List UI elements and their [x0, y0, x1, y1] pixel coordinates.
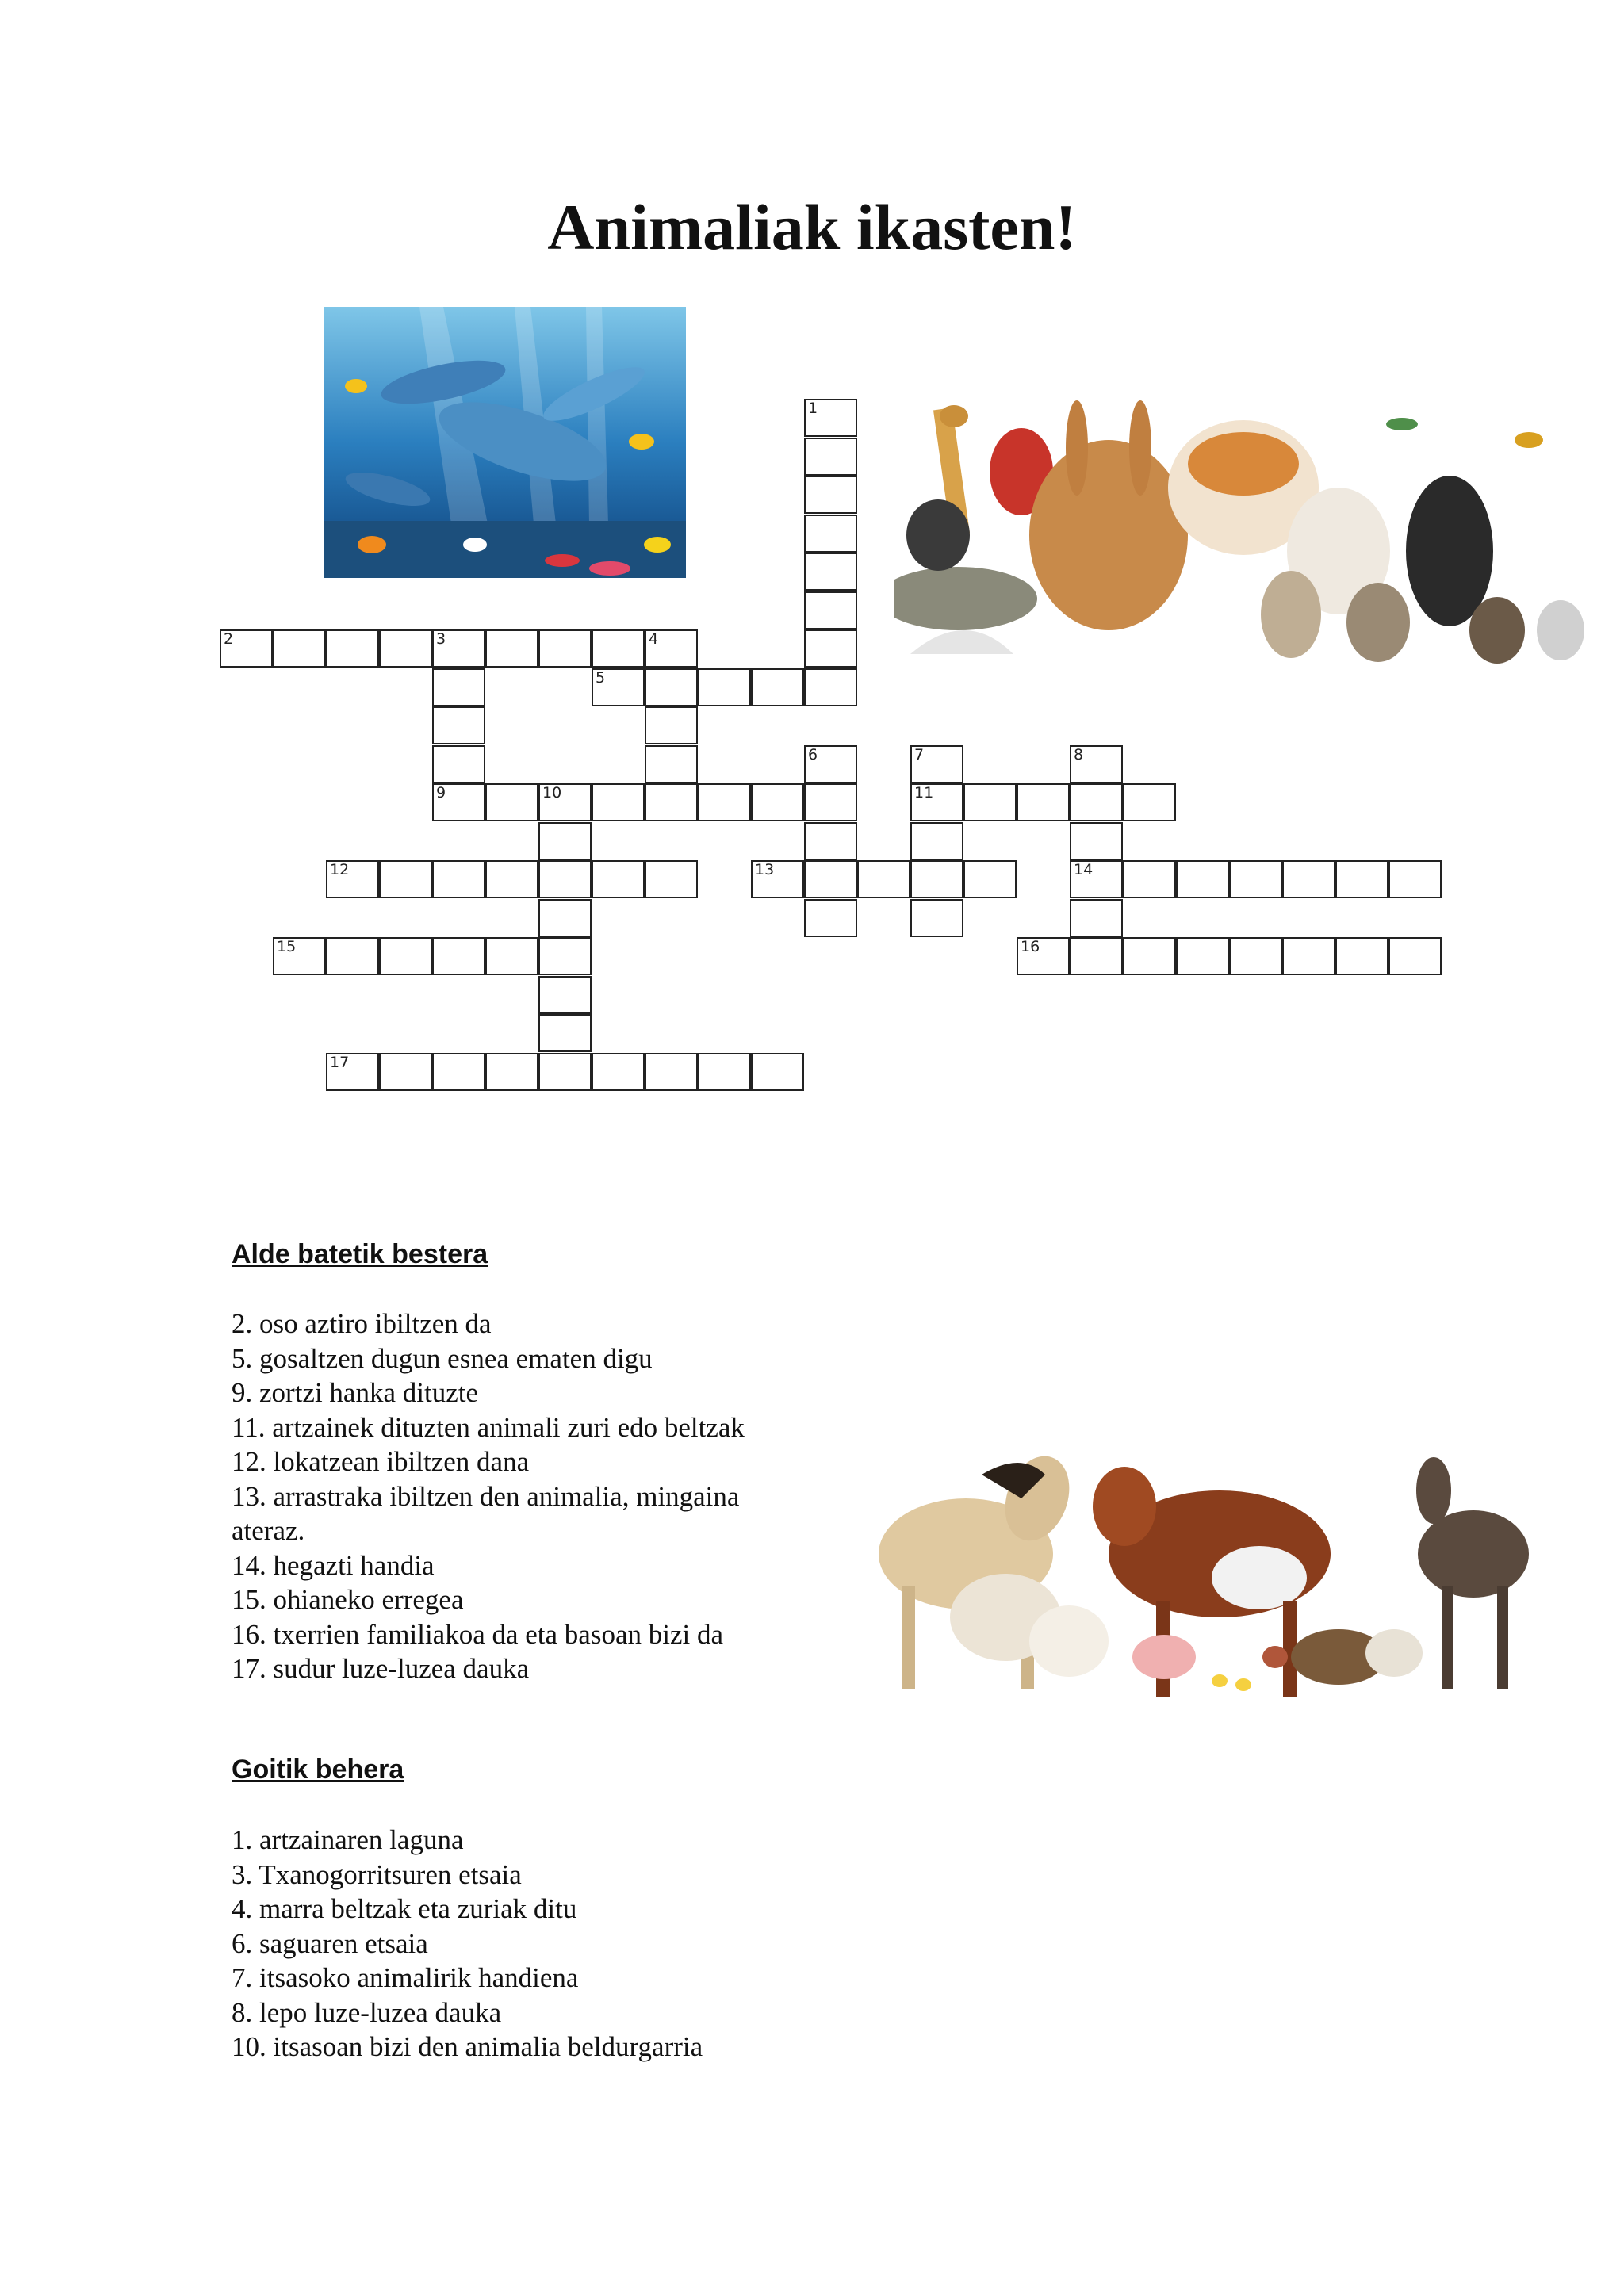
across-clue: 17. sudur luze-luzea dauka [232, 1653, 530, 1684]
crossword-cell[interactable] [326, 629, 379, 668]
clue-number: 8 [1074, 745, 1084, 763]
down-clue: 10. itsasoan bizi den animalia beldurgarria [232, 2031, 703, 2062]
crossword-cell[interactable] [485, 860, 538, 898]
crossword-cell[interactable] [1176, 937, 1229, 975]
across-clues-list [232, 1307, 818, 1686]
crossword-cell[interactable] [538, 1014, 592, 1052]
crossword-cell[interactable] [804, 860, 857, 898]
crossword-cell[interactable] [1123, 860, 1176, 898]
clue-number: 12 [330, 861, 350, 878]
crossword-cell[interactable] [804, 438, 857, 476]
clue-number: 11 [914, 784, 934, 802]
down-clue: 1. artzainaren laguna [232, 1824, 464, 1855]
crossword-cell[interactable] [645, 668, 698, 706]
crossword-cell[interactable] [379, 1053, 432, 1091]
crossword-cell[interactable] [1229, 860, 1282, 898]
crossword-cell[interactable] [538, 629, 592, 668]
crossword-cell[interactable] [751, 860, 804, 898]
crossword-cell[interactable] [592, 629, 645, 668]
crossword-cell[interactable] [432, 706, 485, 744]
crossword-cell[interactable] [751, 1053, 804, 1091]
crossword-cell[interactable] [804, 591, 857, 629]
crossword-cell[interactable] [432, 937, 485, 975]
crossword-cell[interactable] [538, 783, 592, 821]
clue-number: 5 [596, 668, 606, 687]
crossword-cell[interactable] [1017, 783, 1070, 821]
crossword-cell[interactable] [485, 937, 538, 975]
crossword-cell[interactable] [963, 783, 1017, 821]
crossword-cell[interactable] [592, 668, 645, 706]
crossword-cell[interactable] [645, 629, 698, 668]
down-heading: Goitik behera [232, 1755, 404, 1785]
crossword-cell[interactable] [857, 860, 910, 898]
across-clue: 13. arrastraka ibiltzen den animalia, mingaina ateraz. [232, 1480, 740, 1546]
crossword-cell[interactable] [592, 783, 645, 821]
clue-number: 9 [436, 784, 446, 802]
crossword-cell[interactable] [804, 553, 857, 591]
farm-animals-image [863, 1443, 1559, 1720]
clue-number: 17 [330, 1053, 350, 1071]
crossword-cell[interactable] [751, 668, 804, 706]
crossword-cell[interactable] [538, 822, 592, 860]
crossword-cell[interactable] [432, 745, 485, 783]
crossword-cell[interactable] [326, 1053, 379, 1091]
crossword-cell[interactable] [1070, 745, 1123, 783]
crossword-cell[interactable] [326, 937, 379, 975]
crossword-cell[interactable] [804, 783, 857, 821]
crossword-cell[interactable] [326, 860, 379, 898]
across-clue: 2. oso aztiro ibiltzen da [232, 1308, 492, 1339]
crossword-cell[interactable] [1070, 860, 1123, 898]
down-clues-list [232, 1823, 818, 2064]
crossword-cell[interactable] [273, 937, 326, 975]
crossword-cell[interactable] [910, 783, 963, 821]
clue-number: 10 [542, 784, 562, 802]
crossword-cell[interactable] [751, 783, 804, 821]
crossword-cell[interactable] [1229, 937, 1282, 975]
clue-number: 13 [755, 861, 775, 878]
across-clue: 12. lokatzean ibiltzen dana [232, 1446, 530, 1477]
crossword-cell[interactable] [1282, 937, 1335, 975]
crossword-cell[interactable] [645, 1053, 698, 1091]
crossword-cell[interactable] [379, 937, 432, 975]
crossword-cell[interactable] [432, 629, 485, 668]
crossword-cell[interactable] [963, 860, 1017, 898]
down-clue: 8. lepo luze-luzea dauka [232, 1996, 502, 2028]
clue-number: 4 [649, 630, 659, 648]
crossword-cell[interactable] [485, 1053, 538, 1091]
crossword-cell[interactable] [432, 783, 485, 821]
crossword-cell[interactable] [804, 476, 857, 514]
across-clue: 11. artzainek dituzten animali zuri edo beltzak [232, 1411, 745, 1443]
clue-number: 15 [277, 938, 297, 955]
crossword-cell[interactable] [1282, 860, 1335, 898]
crossword-cell[interactable] [804, 822, 857, 860]
crossword-cell[interactable] [1123, 937, 1176, 975]
crossword-cell[interactable] [379, 629, 432, 668]
crossword-cell[interactable] [804, 745, 857, 783]
crossword-cell[interactable] [379, 860, 432, 898]
crossword-cell[interactable] [432, 1053, 485, 1091]
crossword-cell[interactable] [538, 937, 592, 975]
across-heading: Alde batetik bestera [232, 1239, 488, 1269]
crossword-cell[interactable] [273, 629, 326, 668]
crossword-cell[interactable] [910, 745, 963, 783]
crossword-cell[interactable] [485, 783, 538, 821]
crossword-cell[interactable] [804, 668, 857, 706]
crossword-cell[interactable] [645, 860, 698, 898]
crossword-cell[interactable] [645, 706, 698, 744]
crossword-cell[interactable] [1070, 783, 1123, 821]
crossword-cell[interactable] [485, 629, 538, 668]
crossword-cell[interactable] [1070, 899, 1123, 937]
crossword-cell[interactable] [698, 1053, 751, 1091]
clue-number: 3 [436, 630, 446, 648]
crossword-cell[interactable] [592, 860, 645, 898]
crossword-cell[interactable] [592, 1053, 645, 1091]
crossword-cell[interactable] [1388, 937, 1442, 975]
crossword-cell[interactable] [645, 745, 698, 783]
crossword-cell[interactable] [1070, 937, 1123, 975]
crossword-grid [0, 0, 1624, 1126]
crossword-cell[interactable] [698, 668, 751, 706]
crossword-cell[interactable] [1017, 937, 1070, 975]
crossword-cell[interactable] [698, 783, 751, 821]
down-clue: 6. saguaren etsaia [232, 1927, 428, 1959]
crossword-cell[interactable] [1070, 822, 1123, 860]
clue-number: 2 [224, 630, 234, 648]
crossword-cell[interactable] [1335, 860, 1388, 898]
down-clue: 3. Txanogorritsuren etsaia [232, 1858, 522, 1890]
crossword-cell[interactable] [538, 976, 592, 1014]
crossword-cell[interactable] [804, 899, 857, 937]
crossword-cell[interactable] [910, 822, 963, 860]
clue-number: 6 [808, 745, 818, 763]
crossword-cell[interactable] [432, 668, 485, 706]
across-clue: 14. hegazti handia [232, 1549, 435, 1581]
crossword-cell[interactable] [804, 399, 857, 437]
crossword-cell[interactable] [220, 629, 273, 668]
crossword-cell[interactable] [804, 629, 857, 668]
crossword-cell[interactable] [1388, 860, 1442, 898]
crossword-cell[interactable] [804, 515, 857, 553]
clue-number: 7 [914, 745, 925, 763]
crossword-cell[interactable] [910, 860, 963, 898]
crossword-cell[interactable] [1123, 783, 1176, 821]
page-title: Animaliak ikasten! [547, 191, 1077, 263]
crossword-cell[interactable] [538, 860, 592, 898]
crossword-cell[interactable] [538, 899, 592, 937]
crossword-cell[interactable] [1335, 937, 1388, 975]
crossword-cell[interactable] [538, 1053, 592, 1091]
crossword-cell[interactable] [1176, 860, 1229, 898]
crossword-cell[interactable] [910, 899, 963, 937]
across-clue: 9. zortzi hanka dituzte [232, 1377, 478, 1408]
across-clue: 5. gosaltzen dugun esnea ematen digu [232, 1342, 653, 1374]
down-clue: 7. itsasoko animalirik handiena [232, 1962, 579, 1993]
crossword-cell[interactable] [432, 860, 485, 898]
down-clue: 4. marra beltzak eta zuriak ditu [232, 1893, 577, 1924]
crossword-cell[interactable] [645, 783, 698, 821]
clue-number: 16 [1021, 938, 1040, 955]
across-clue: 15. ohianeko erregea [232, 1584, 464, 1615]
clue-number: 14 [1074, 861, 1094, 878]
across-clue: 16. txerrien familiakoa da eta basoan bizi da [232, 1618, 724, 1650]
clue-number: 1 [808, 400, 818, 417]
